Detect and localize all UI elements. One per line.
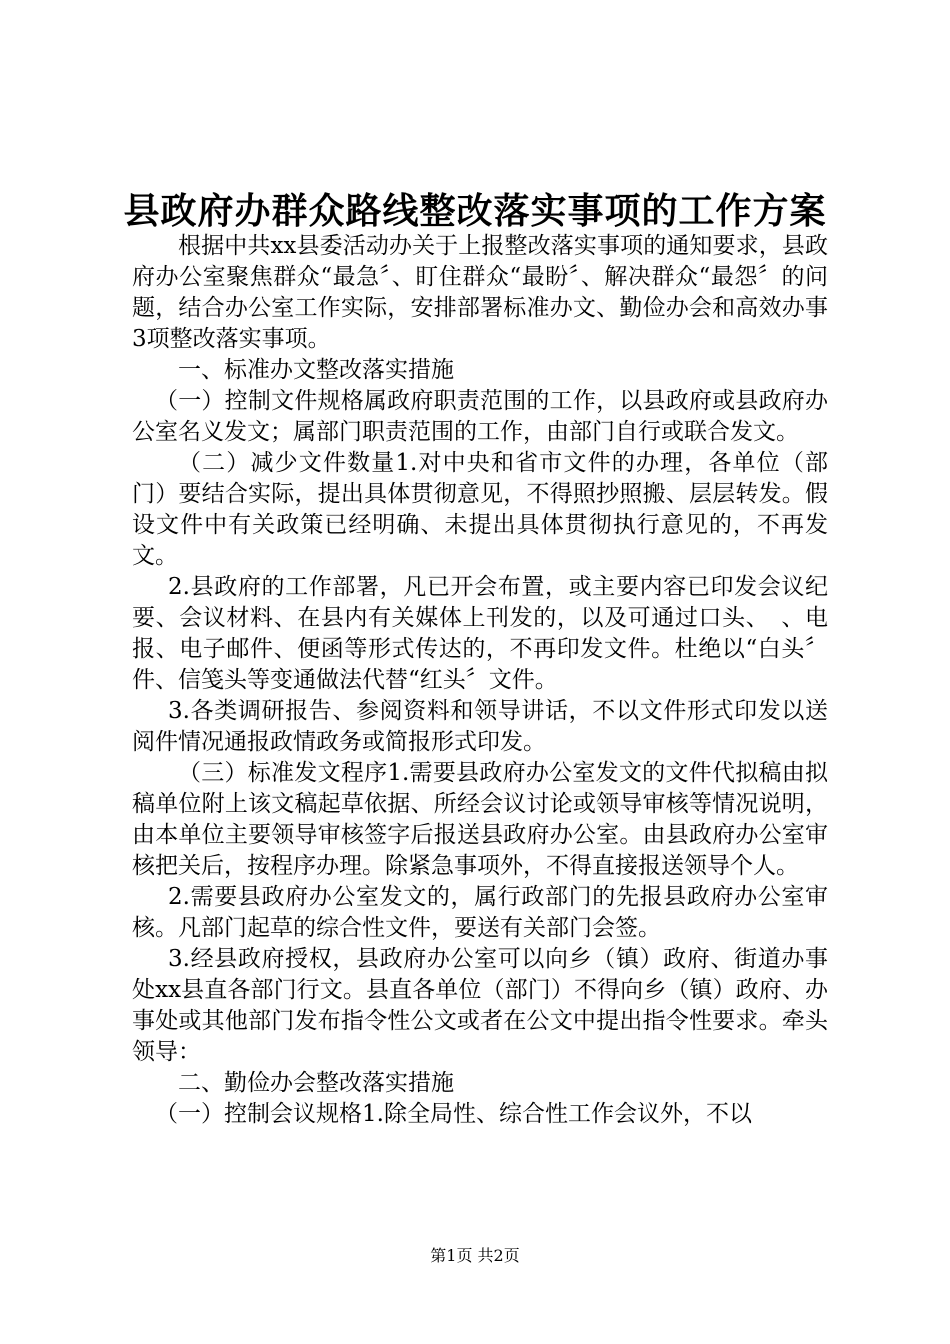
paragraph: （三）标准发文程序1.需要县政府办公室发文的文件代拟稿由拟稿单位附上该文稿起草依据、所经会议讨论或领导审核等情况说明，由本单位主要领导审核签字后报送县政府办公室。由县政府办公室审核把关后，按程序办理。除紧急事项外，不得直接报送领导个人。	[132, 760, 828, 879]
document-title: 县政府办群众路线整改落实事项的工作方案	[123, 190, 827, 232]
intro-paragraph: 根据中共xx县委活动办关于上报整改落实事项的通知要求，县政府办公室聚焦群众“最急〞、盯住群众“最盼〞、解决群众“最怨〞的问题，结合办公室工作实际，安排部署标准办文、勤俭办会和高效办事3项整改落实事项。	[132, 233, 828, 352]
section-heading-1: 一、标准办文整改落实措施	[178, 357, 454, 383]
page-number: 第1页 共2页	[430, 1246, 520, 1265]
paragraph: 3.经县政府授权，县政府办公室可以向乡（镇）政府、街道办事处xx县直各部门行文。县直各单位（部门）不得向乡（镇）政府、办事处或其他部门发布指令性公文或者在公文中提出指令性要求。牵头领导：	[132, 946, 828, 1065]
paragraph: 3.各类调研报告、参阅资料和领导讲话，不以文件形式印发以送阅件情况通报政情政务或简报形式印发。	[132, 698, 828, 755]
section-heading-2: 二、勤俭办会整改落实措施	[178, 1070, 454, 1096]
paragraph: （一）控制会议规格1.除全局性、综合性工作会议外，不以	[155, 1101, 752, 1127]
paragraph: （一）控制文件规格属政府职责范围的工作，以县政府或县政府办公室名义发文；属部门职责范围的工作，由部门自行或联合发文。	[132, 388, 828, 445]
document-body	[132, 231, 828, 1130]
paragraph: （二）减少文件数量1.对中央和省市文件的办理，各单位（部门）要结合实际，提出具体贯彻意见，不得照抄照搬、层层转发。假设文件中有关政策已经明确、未提出具体贯彻执行意见的，不再发文。	[132, 450, 828, 569]
paragraph: 2.需要县政府办公室发文的，属行政部门的先报县政府办公室审核。凡部门起草的综合性文件，要送有关部门会签。	[132, 884, 828, 941]
paragraph: 2.县政府的工作部署，凡已开会布置，或主要内容已印发会议纪要、会议材料、在县内有关媒体上刊发的，以及可通过口头、 、电报、电子邮件、便函等形式传达的，不再印发文件。杜绝以“白头〞件、信笺头等变通做法代替“红头〞文件。	[132, 574, 828, 693]
